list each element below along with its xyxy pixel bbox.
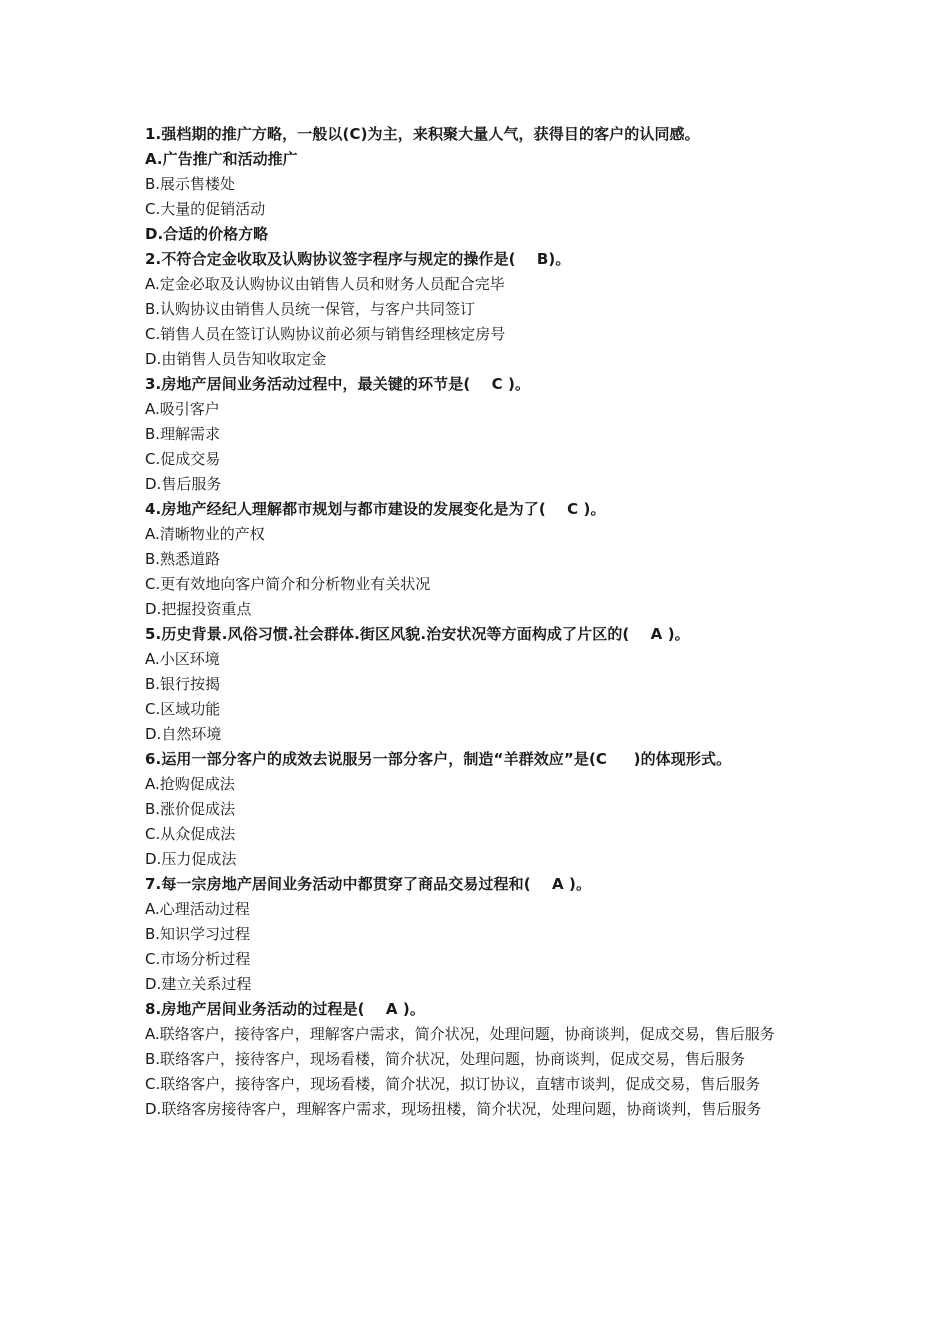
answer-option: C.区域功能 [145,700,221,718]
answer-option: B.银行按揭 [145,675,221,693]
answer-option: D.售后服务 [145,475,222,493]
answer-option: D.自然环境 [145,725,222,743]
answer-option: A.清晰物业的产权 [145,525,265,543]
question-block [145,747,810,872]
answer-option: D.建立关系过程 [145,975,252,993]
answer-option: C.促成交易 [145,450,221,468]
answer-option: B.知识学习过程 [145,925,251,943]
answer-option: D.合适的价格方略 [145,225,269,243]
question-stem: 2.不符合定金收取及认购协议签字程序与规定的操作是( B)。 [145,250,571,268]
answer-option: C.销售人员在签订认购协议前必须与销售经理核定房号 [145,325,506,343]
answer-option: A.广告推广和活动推广 [145,150,298,168]
answer-option: A.联络客户，接待客户，理解客户需求，简介状况，处理问题，协商谈判，促成交易，售后服务 [145,1025,775,1043]
answer-option: B.认购协议由销售人员统一保管，与客户共同签订 [145,300,476,318]
answer-option: D.压力促成法 [145,850,237,868]
answer-option: A.心理活动过程 [145,900,250,918]
answer-option: B.涨价促成法 [145,800,236,818]
question-block [145,872,810,997]
question-block [145,372,810,497]
answer-option: C.从众促成法 [145,825,236,843]
question-stem: 1.强档期的推广方略，一般以(C)为主，来积聚大量人气，获得目的客户的认同感。 [145,125,700,143]
question-block [145,622,810,747]
question-stem: 4.房地产经纪人理解都市规划与都市建设的发展变化是为了( C )。 [145,500,606,518]
answer-option: A.吸引客户 [145,400,220,418]
answer-option: C.联络客户，接待客户，现场看楼，简介状况，拟订协议，直辖市谈判，促成交易，售后服务 [145,1075,761,1093]
answer-option: A.定金必取及认购协议由销售人员和财务人员配合完毕 [145,275,505,293]
answer-option: B.理解需求 [145,425,221,443]
question-stem: 3.房地产居间业务活动过程中，最关键的环节是( C )。 [145,375,531,393]
question-block [145,247,810,372]
question-stem: 7.每一宗房地产居间业务活动中都贯穿了商品交易过程和( A )。 [145,875,592,893]
answer-option: C.市场分析过程 [145,950,251,968]
answer-option: B.联络客户，接待客户，现场看楼，简介状况，处理问题，协商谈判，促成交易，售后服务 [145,1050,746,1068]
answer-option: C.更有效地向客户简介和分析物业有关状况 [145,575,431,593]
answer-option: C.大量的促销活动 [145,200,266,218]
answer-option: D.把握投资重点 [145,600,252,618]
answer-option: B.展示售楼处 [145,175,236,193]
question-block [145,997,810,1122]
question-stem: 5.历史背景.风俗习惯.社会群体.街区风貌.治安状况等方面构成了片区的( A )。 [145,625,690,643]
question-block [145,497,810,622]
question-stem: 8.房地产居间业务活动的过程是( A )。 [145,1000,425,1018]
answer-option: A.抢购促成法 [145,775,235,793]
answer-option: A.小区环境 [145,650,220,668]
answer-option: D.联络客房接待客户，理解客户需求，现场扭楼，简介状况，处理问题，协商谈判，售后服务 [145,1100,762,1118]
question-block [145,122,810,247]
question-stem: 6.运用一部分客户的成效去说服另一部分客户，制造“羊群效应”是(C )的体现形式。 [145,750,732,768]
answer-option: B.熟悉道路 [145,550,221,568]
answer-option: D.由销售人员告知收取定金 [145,350,327,368]
document-page [145,122,810,1122]
